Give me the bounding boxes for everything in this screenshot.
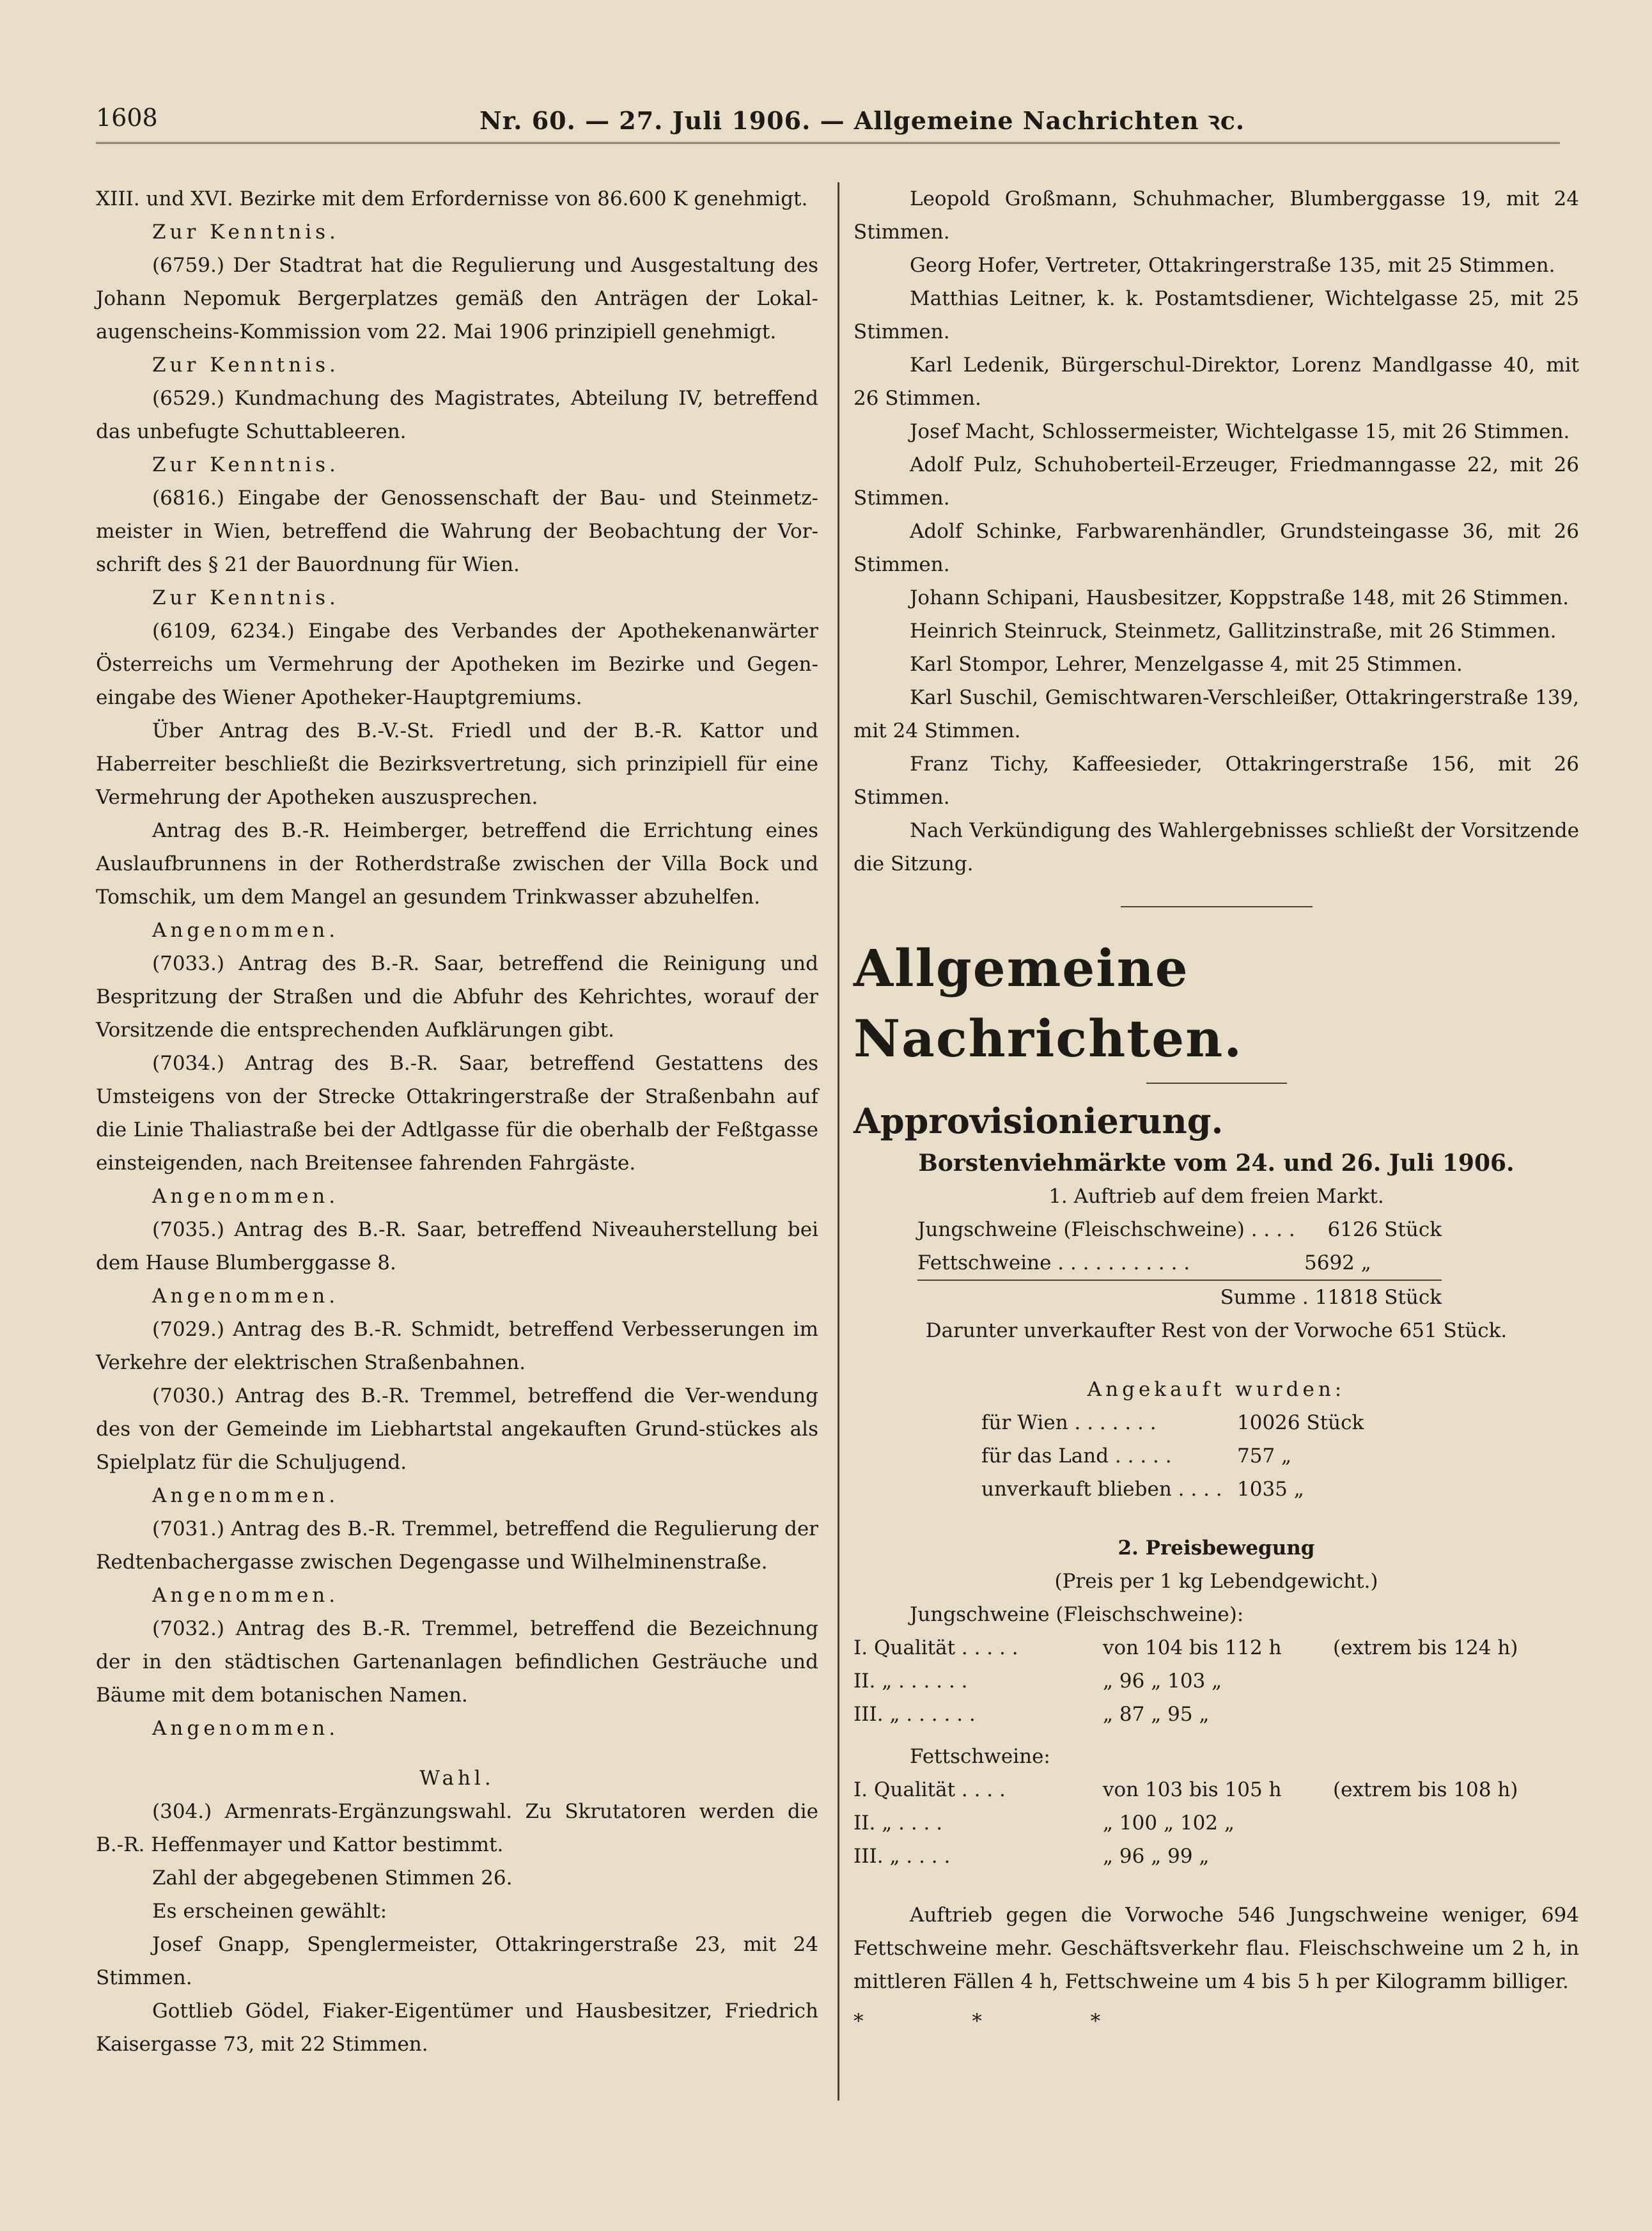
paragraph: Angenommen.: [152, 1185, 339, 1208]
paragraph: Zur Kenntnis.: [152, 221, 339, 244]
angekauft-table: [853, 1406, 1365, 1506]
paragraph: (6529.) Kundmachung des Magistrates, Abteilung IV, betreffend das unbefugte Schuttableeren.: [96, 387, 818, 443]
price-extreme: (extrem bis 124 h): [1333, 1636, 1518, 1659]
row-value: 11818 Stück: [1314, 1286, 1442, 1309]
table-row: [853, 1840, 1579, 1873]
paragraph: Angenommen.: [152, 1584, 339, 1607]
paragraph: (7034.) Antrag des B.-R. Saar, betreffend Gestattens des Umsteigens von der Strecke Ottakringerstraße der Straßenbahn auf die Linie Thaliastraße bei der Adtlgasse für die oberhalb der Feßtgasse einsteigenden, nach Breitensee fahrenden Fahrgäste.: [96, 1052, 818, 1175]
fett-heading: Fettschweine:: [910, 1745, 1050, 1768]
paragraph: Karl Ledenik, Bürgerschul-Direktor, Lorenz Mandlgasse 40, mit 26 Stimmen.: [853, 354, 1579, 410]
running-title: Nr. 60. — 27. Juli 1906. — Allgemeine Nachrichten ꝛc.: [479, 106, 1245, 135]
price-range: „ 87 „ 95 „: [1103, 1703, 1210, 1726]
closing-paragraph: Auftrieb gegen die Vorwoche 546 Jungschweine weniger, 694 Fettschweine mehr. Geschäftsverkehr flau. Fleischschweine um 2 h, in mittleren Fällen 4 h, Fettschweine um 4 bis 5 h per Kilogramm billiger.: [853, 1904, 1579, 1993]
price-class: II. „ . . . .: [853, 1812, 943, 1835]
paragraph: Es erscheinen gewählt:: [152, 1900, 387, 1923]
paragraph: Angenommen.: [152, 1484, 339, 1507]
row-label: für Wien . . . . . . .: [981, 1411, 1157, 1434]
paragraph: Josef Macht, Schlossermeister, Wichtelgasse 15, mit 26 Stimmen.: [910, 420, 1570, 443]
asterism: * * *: [853, 2010, 1152, 2033]
section-divider: [1121, 906, 1313, 907]
paragraph: Karl Suschil, Gemischtwaren-Verschleißer, Ottakringerstraße 139, mit 24 Stimmen.: [853, 686, 1579, 742]
paragraph: XIII. und XVI. Bezirke mit dem Erfordernisse von 86.600 K genehmigt.: [96, 187, 808, 210]
paragraph: (7033.) Antrag des B.-R. Saar, betreffend die Reinigung und Bespritzung der Straßen und die Abfuhr des Kehrichtes, worauf der Vorsitzende die entsprechenden Aufklärungen gibt.: [96, 952, 818, 1042]
paragraph: Adolf Schinke, Farbwarenhändler, Grundsteingasse 36, mit 26 Stimmen.: [853, 520, 1579, 576]
table-row: [981, 1406, 1365, 1439]
paragraph: Über Antrag des B.-V.-St. Friedl und der B.-R. Kattor und Haberreiter beschließt die Bezirksvertretung, sich prinzipiell für eine Vermehrung der Apotheken auszusprechen.: [96, 719, 818, 809]
fett-price-table: [853, 1773, 1579, 1873]
page-number: 1608: [96, 104, 158, 132]
price-note: (Preis per 1 kg Lebendgewicht.): [1054, 1570, 1378, 1593]
row-value: 1035 „: [1237, 1478, 1304, 1501]
subsection-title: Borstenviehmärkte vom 24. und 26. Juli 1906.: [918, 1150, 1515, 1177]
row-value: 6126 Stück: [1327, 1218, 1442, 1241]
angekauft-heading: Angekauft wurden:: [1087, 1378, 1346, 1401]
paragraph: Antrag des B.-R. Heimberger, betreffend die Errichtung eines Auslaufbrunnens in der Rotherdstraße zwischen der Villa Bock und Tomschik, um dem Mangel an gesundem Trinkwasser abzuhelfen.: [96, 819, 818, 909]
paragraph: Karl Stompor, Lehrer, Menzelgasse 4, mit 25 Stimmen.: [910, 653, 1463, 676]
table-row: [853, 1698, 1579, 1731]
left-column: [96, 182, 818, 2061]
row-value: 5692 „: [1304, 1251, 1371, 1274]
paragraph: Leopold Großmann, Schuhmacher, Blumberggasse 19, mit 24 Stimmen.: [853, 187, 1579, 244]
rest-note: Darunter unverkaufter Rest von der Vorwoche 651 Stück.: [925, 1319, 1508, 1342]
paragraph: Georg Hofer, Vertreter, Ottakringerstraße 135, mit 25 Stimmen.: [910, 254, 1555, 277]
table-row: [853, 1664, 1579, 1698]
section-heading-wahl: Wahl.: [419, 1767, 495, 1790]
paragraph: Heinrich Steinruck, Steinmetz, Gallitzinstraße, mit 26 Stimmen.: [910, 620, 1557, 643]
row-label: für das Land . . . . .: [981, 1444, 1172, 1468]
paragraph: Zahl der abgegebenen Stimmen 26.: [152, 1867, 513, 1890]
header-rule: [96, 142, 1560, 148]
price-extreme: (extrem bis 108 h): [1333, 1778, 1518, 1801]
paragraph: (6816.) Eingabe der Genossenschaft der Bau- und Steinmetz-meister in Wien, betreffend die Wahrung der Beobachtung der Vor-schrift des § 21 der Bauordnung für Wien.: [96, 487, 818, 576]
price-class: I. Qualität . . . .: [853, 1778, 1006, 1801]
price-range: von 103 bis 105 h: [1103, 1778, 1282, 1801]
table-row: [981, 1439, 1365, 1473]
row-value: 10026 Stück: [1237, 1411, 1364, 1434]
jung-heading: Jungschweine (Fleischschweine):: [910, 1603, 1244, 1626]
title-rule: [1146, 1083, 1287, 1084]
price-class: III. „ . . . .: [853, 1845, 951, 1868]
paragraph: Zur Kenntnis.: [152, 453, 339, 476]
price-range: von 104 bis 112 h: [1103, 1636, 1282, 1659]
column-divider: [838, 182, 839, 2101]
right-column: [853, 182, 1579, 2038]
paragraph: Angenommen.: [152, 1285, 339, 1308]
row-label: Fettschweine . . . . . . . . . . .: [917, 1251, 1190, 1274]
paragraph: Zur Kenntnis.: [152, 586, 339, 609]
paragraph: Adolf Pulz, Schuhoberteil-Erzeuger, Friedmanngasse 22, mit 26 Stimmen.: [853, 453, 1579, 510]
paragraph: Johann Schipani, Hausbesitzer, Koppstraße 148, mit 26 Stimmen.: [910, 586, 1569, 609]
paragraph: (7030.) Antrag des B.-R. Tremmel, betreffend die Ver-wendung des von der Gemeinde im Liebhartstal angekauften Grund-stückes als Spielplatz für die Schuljugend.: [96, 1384, 818, 1474]
paragraph: Nach Verkündigung des Wahlergebnisses schließt der Vorsitzende die Sitzung.: [853, 819, 1579, 875]
paragraph: (7035.) Antrag des B.-R. Saar, betreffend Niveauherstellung bei dem Hause Blumberggasse 8.: [96, 1218, 818, 1274]
price-range: „ 96 „ 103 „: [1103, 1670, 1222, 1693]
paragraph: Matthias Leitner, k. k. Postamtsdiener, Wichtelgasse 25, mit 25 Stimmen.: [853, 287, 1579, 343]
jung-price-table: [853, 1631, 1579, 1731]
part-heading: 2. Preisbewegung: [1118, 1537, 1315, 1560]
price-range: „ 96 „ 99 „: [1103, 1845, 1210, 1868]
table-row: [917, 1246, 1442, 1281]
paragraph: (7029.) Antrag des B.-R. Schmidt, betreffend Verbesserungen im Verkehre der elektrischen Straßenbahnen.: [96, 1318, 818, 1374]
price-range: „ 100 „ 102 „: [1103, 1812, 1235, 1835]
page-header: [96, 96, 1560, 141]
price-class: II. „ . . . . . .: [853, 1670, 968, 1693]
paragraph: Angenommen.: [152, 1717, 339, 1740]
table-row: [853, 1806, 1579, 1840]
price-class: III. „ . . . . . .: [853, 1703, 976, 1726]
paragraph: (6759.) Der Stadtrat hat die Regulierung und Ausgestaltung des Johann Nepomuk Bergerplatzes gemäß den Anträgen der Lokal-augenscheins-Kommission vom 22. Mai 1906 prinzipiell genehmigt.: [96, 254, 818, 343]
part-heading: 1. Auftrieb auf dem freien Markt.: [1048, 1185, 1384, 1208]
news-title: Allgemeine Nachrichten.: [853, 938, 1243, 1069]
table-row: [853, 1773, 1579, 1806]
paragraph: Gottlieb Gödel, Fiaker-Eigentümer und Hausbesitzer, Friedrich Kaisergasse 73, mit 22 Stimmen.: [96, 2000, 818, 2056]
paragraph: Angenommen.: [152, 919, 339, 942]
section-title: Approvisionierung.: [853, 1100, 1224, 1141]
table-row: [981, 1473, 1365, 1506]
paragraph: Franz Tichy, Kaffeesieder, Ottakringerstraße 156, mit 26 Stimmen.: [853, 753, 1579, 809]
row-label: unverkauft blieben . . . .: [981, 1478, 1222, 1501]
paragraph: Zur Kenntnis.: [152, 354, 339, 377]
paragraph: (6109, 6234.) Eingabe des Verbandes der Apothekenanwärter Österreichs um Vermehrung der Apotheken im Bezirke und Gegen-eingabe des Wiener Apotheker-Hauptgremiums.: [96, 620, 818, 709]
paragraph: (304.) Armenrats-Ergänzungswahl. Zu Skrutatoren werden die B.-R. Heffenmayer und Kattor bestimmt.: [96, 1800, 818, 1856]
auftrieb-table: [853, 1213, 1442, 1314]
table-row: [917, 1213, 1442, 1246]
row-label: Summe .: [1220, 1286, 1309, 1309]
paragraph: (7031.) Antrag des B.-R. Tremmel, betreffend die Regulierung der Redtenbachergasse zwischen Degengasse und Wilhelminenstraße.: [96, 1517, 818, 1574]
row-value: 757 „: [1237, 1444, 1292, 1468]
paragraph: Josef Gnapp, Spenglermeister, Ottakringerstraße 23, mit 24 Stimmen.: [96, 1933, 818, 1989]
price-class: I. Qualität . . . . .: [853, 1636, 1018, 1659]
table-row: [917, 1281, 1442, 1314]
table-row: [853, 1631, 1579, 1664]
row-label: Jungschweine (Fleischschweine) . . . .: [917, 1218, 1295, 1241]
paragraph: (7032.) Antrag des B.-R. Tremmel, betreffend die Bezeichnung der in den städtischen Gartenanlagen befindlichen Gesträuche und Bäume mit dem botanischen Namen.: [96, 1617, 818, 1707]
